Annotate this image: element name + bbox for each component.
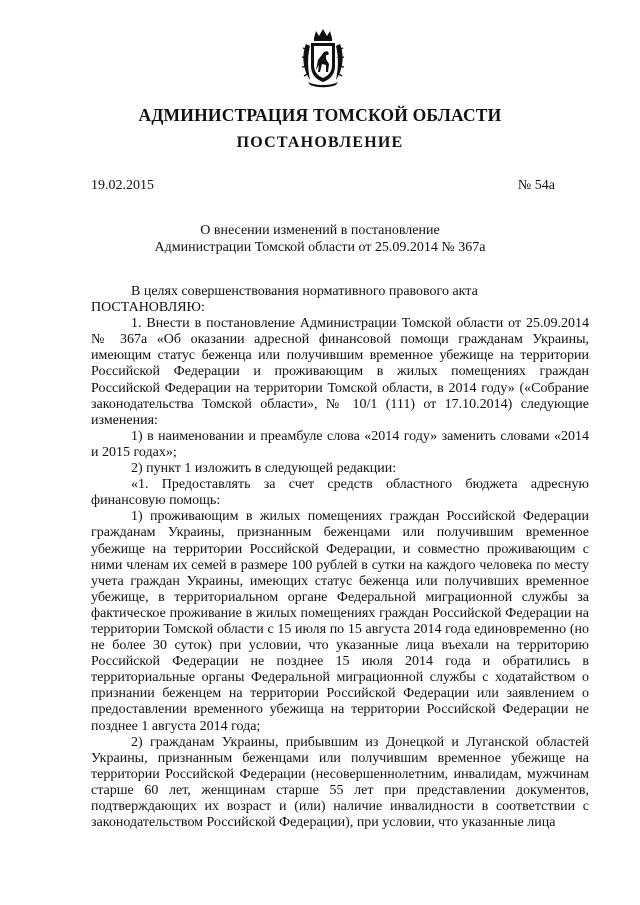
document-body <box>91 284 589 831</box>
document-date: 19.02.2015 <box>91 178 154 193</box>
body-paragraph: В целях совершенствования нормативного правового акта <box>131 284 478 299</box>
organization-title: АДМИНИСТРАЦИЯ ТОМСКОЙ ОБЛАСТИ <box>138 105 502 125</box>
subject-line: Администрации Томской области от 25.09.2014 № 367а <box>154 240 486 255</box>
body-paragraph: ПОСТАНОВЛЯЮ: <box>91 300 205 316</box>
body-paragraph: 1) в наименовании и преамбуле слова «2014 году» заменить словами «2014 и 2015 годах»; <box>91 428 589 460</box>
body-paragraph: 1. Внести в постановление Администрации Томской области от 25.09.2014 № 367а «Об оказании адресной финансовой помощи гражданам Украины, имеющим статус беженца или получившим временное убежище на территории Российской Федерации и проживающим в жилых помещениях граждан Российской Федерации на территории Томской области, в 2014 году» («Собрание законодательства Томской области», № 10/1 (111) от 17.10.2014) следующие изменения: <box>91 316 589 428</box>
body-paragraph: «1. Предоставлять за счет средств областного бюджета адресную финансовую помощь: <box>91 477 589 509</box>
body-paragraph: 2) гражданам Украины, прибывшим из Донецкой и Луганской областей Украины, признанным беженцами или получившим временное убежище на территории Российской Федерации (несовершеннолетним, инвалидам, мужчинам старше 60 лет, женщинам старше 55 лет при представлении документов, подтверждающих их возраст и (или) наличие инвалидности в соответствии с законодательством Российской Федерации), при условии, что указанные лица <box>91 734 589 831</box>
subject-line: О внесении изменений в постановление <box>200 223 440 238</box>
document-subject <box>120 222 520 256</box>
document-number: № 54а <box>517 178 555 193</box>
document-type: ПОСТАНОВЛЕНИЕ <box>236 134 404 151</box>
body-paragraph: 1) проживающим в жилых помещениях граждан Российской Федерации гражданам Украины, признанным беженцами или получившим временное убежище на территории Российской Федерации, и совместно проживающим с ними членам их семей в размере 100 рублей в сутки на каждого человека по месту учета граждан Украины, имеющих статус беженца или получивших временное убежище, в территориальном органе Федеральной миграционной службы за фактическое проживание в жилых помещениях граждан Российской Федерации на территории Томской области с 15 июля по 15 августа 2014 года единовременно (но не более 30 суток) при условии, что указанные лица въехали на территорию Российской Федерации не позднее 15 июля 2014 года и обратились в территориальные органы Федеральной миграционной службы с ходатайством о признании беженцем на территории Российской Федерации или заявлением о предоставлении временного убежища на территории Российской Федерации не позднее 1 августа 2014 года; <box>91 509 589 734</box>
coat-of-arms-icon <box>300 28 346 88</box>
body-paragraph: 2) пункт 1 изложить в следующей редакции: <box>131 461 397 477</box>
